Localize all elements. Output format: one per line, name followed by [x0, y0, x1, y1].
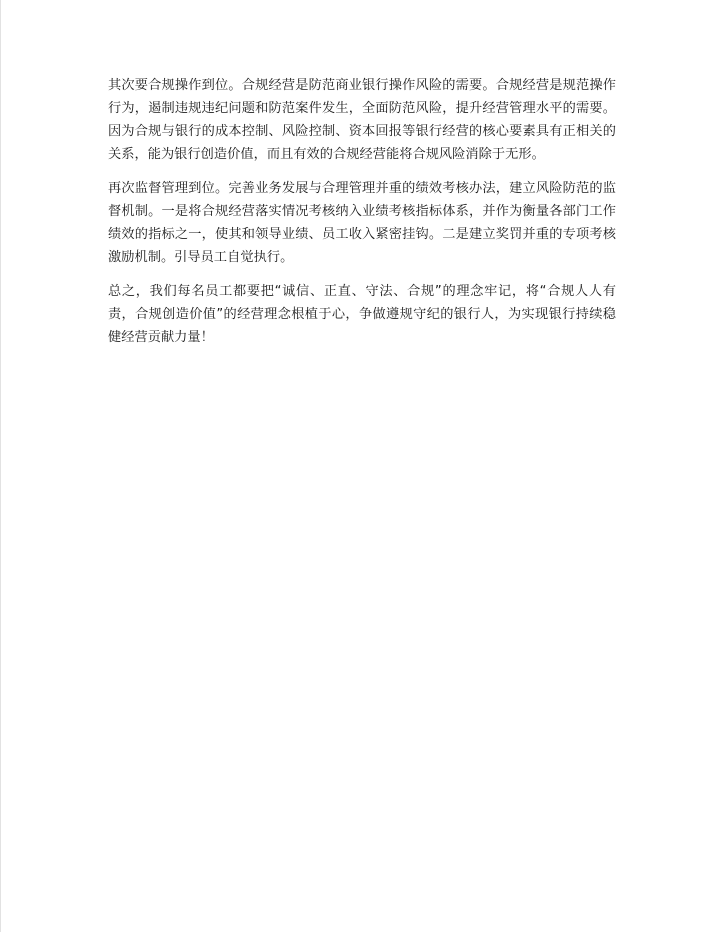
paragraph-supervision-management: 再次监督管理到位。完善业务发展与合理管理并重的绩效考核办法，建立风险防范的监督机制。一是将合规经营落实情况考核纳入业绩考核指标体系，并作为衡量各部门工作绩效的指标之一，使其和领导业绩、员工收入紧密挂钩。二是建立奖罚并重的专项考核激励机制。引导员工自觉执行。: [108, 181, 616, 265]
paragraph-conclusion: 总之，我们每名员工都要把“诚信、正直、守法、合规”的理念牢记，将“合规人人有责，合规创造价值”的经营理念根植于心，争做遵规守纪的银行人，为实现银行持续稳健经营贡献力量！: [108, 284, 616, 345]
paragraph-compliance-operation: 其次要合规操作到位。合规经营是防范商业银行操作风险的需要。合规经营是规范操作行为，遏制违规违纪问题和防范案件发生，全面防范风险，提升经营管理水平的需要。因为合规与银行的成本控制、风险控制、资本回报等银行经营的核心要素具有正相关的关系，能为银行创造价值，而且有效的合规经营能将合规风险消除于无形。: [108, 78, 616, 162]
document-body: [108, 74, 616, 360]
